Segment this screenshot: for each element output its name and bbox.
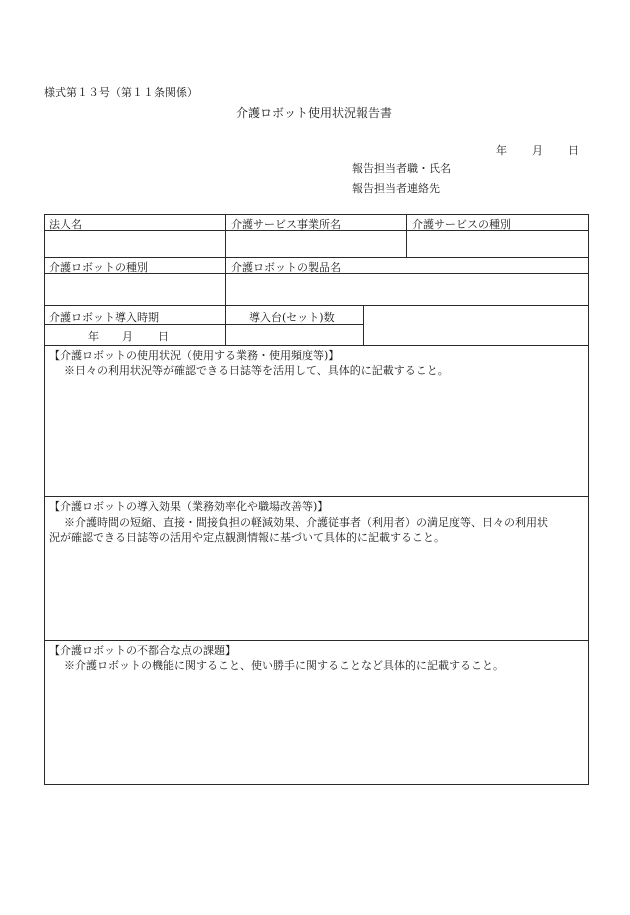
effect-section-note-line2: 況が確認できる日誌等の活用や定点観測情報に基づいて具体的に記載すること。 bbox=[49, 531, 445, 544]
date-year: 年 bbox=[496, 144, 507, 157]
date-month: 月 bbox=[532, 144, 543, 157]
robot-introduction-period-label: 介護ロボット導入時期 bbox=[49, 311, 159, 324]
robot-type-label: 介護ロボットの種別 bbox=[49, 261, 148, 274]
intro-date-day: 日 bbox=[158, 330, 169, 343]
effect-section-note-line1: ※介護時間の短縮、直接・間接負担の軽減効果、介護従事者（利用者）の満足度等、日々の利用状 bbox=[64, 516, 548, 529]
form-number: 様式第１３号（第１１条関係） bbox=[44, 86, 198, 99]
usage-section-note: ※日々の利用状況等が確認できる日誌等を活用して、具体的に記載すること。 bbox=[64, 364, 449, 377]
intro-date-year: 年 bbox=[88, 330, 99, 343]
issues-section-note: ※介護ロボットの機能に関すること、使い勝手に関することなど具体的に記載すること。 bbox=[64, 659, 504, 672]
page-title: 介護ロボット使用状況報告書 bbox=[236, 106, 393, 120]
intro-date-month: 月 bbox=[122, 330, 133, 343]
introduced-units-label: 導入台(セット)数 bbox=[249, 311, 335, 324]
care-service-office-name-label: 介護サービス事業所名 bbox=[231, 218, 341, 231]
robot-product-name-label: 介護ロボットの製品名 bbox=[231, 261, 341, 274]
usage-section-heading: 【介護ロボットの使用状況（使用する業務・使用頻度等)】 bbox=[49, 349, 340, 362]
date-day: 日 bbox=[568, 144, 579, 157]
effect-section-heading: 【介護ロボットの導入効果（業務効率化や職場改善等)】 bbox=[49, 500, 329, 513]
issues-section-heading: 【介護ロボットの不都合な点の課題】 bbox=[49, 644, 236, 657]
reporter-contact-label: 報告担当者連絡先 bbox=[352, 182, 440, 195]
corporation-name-label: 法人名 bbox=[49, 218, 82, 231]
reporter-name-label: 報告担当者職・氏名 bbox=[352, 162, 451, 175]
care-service-type-label: 介護サービスの種別 bbox=[412, 218, 511, 231]
